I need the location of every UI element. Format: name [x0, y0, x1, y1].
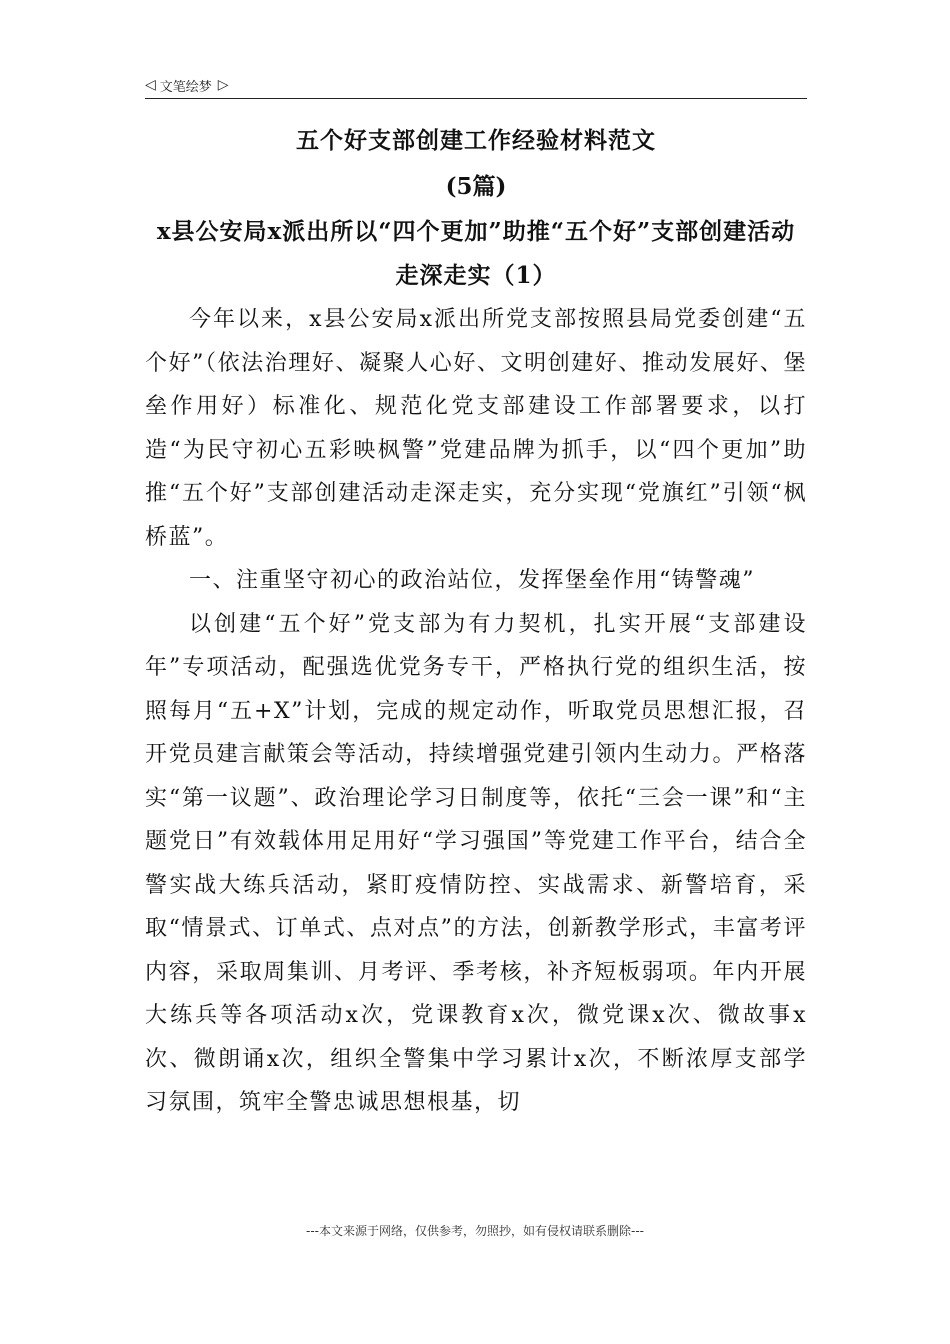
paragraph-intro: 今年以来，x县公安局x派出所党支部按照县局党委创建“五个好”（依法治理好、凝聚人心好、文明创建好、推动发展好、堡垒作用好）标准化、规范化党支部建设工作部署要求，以打造“为民守初心五彩映枫警”党建品牌为抓手，以“四个更加”助推“五个好”支部创建活动走深走实，充分实现“党旗红”引领“枫桥蓝”。 [145, 307, 807, 550]
document-subtitle: (5篇) [445, 173, 507, 200]
page-header [145, 72, 807, 98]
left-triangle-icon: ◁ [145, 77, 156, 93]
footer-disclaimer: ---本文来源于网络，仅供参考，勿照抄，如有侵权请联系删除--- [306, 1224, 644, 1238]
paragraph-section-1: 以创建“五个好”党支部为有力契机，扎实开展“支部建设年”专项活动，配强选优党务专干，严格执行党的组织生活，按照每月“五+X”计划，完成的规定动作，听取党员思想汇报，召开党员建言献策会等活动，持续增强党建引领内生动力。严格落实“第一议题”、政治理论学习日制度等，依托“三会一课”和“主题党日”有效载体用足用好“学习强国”等党建工作平台，结合全警实战大练兵活动，紧盯疫情防控、实战需求、新警培育，采取“情景式、订单式、点对点”的方法，创新教学形式，丰富考评内容，采取周集训、月考评、季考核，补齐短板弱项。年内开展大练兵等各项活动x次，党课教育x次，微党课x次、微故事x次、微朗诵x次，组织全警集中学习累计x次，不断浓厚支部学习氛围，筑牢全警忠诚思想根基，切 [145, 611, 807, 1115]
header-brand: 文笔绘梦 [159, 79, 212, 95]
header-divider [145, 98, 807, 99]
document-body [145, 118, 807, 1125]
right-triangle-icon: ▷ [217, 77, 229, 93]
section-heading-1: 一、注重坚守初心的政治站位，发挥堡垒作用“铸警魂” [189, 568, 755, 593]
article-title: x县公安局x派出所以“四个更加”助推“五个好”支部创建活动走深走实（1） [156, 218, 796, 289]
document-title: 五个好支部创建工作经验材料范文 [296, 127, 656, 154]
